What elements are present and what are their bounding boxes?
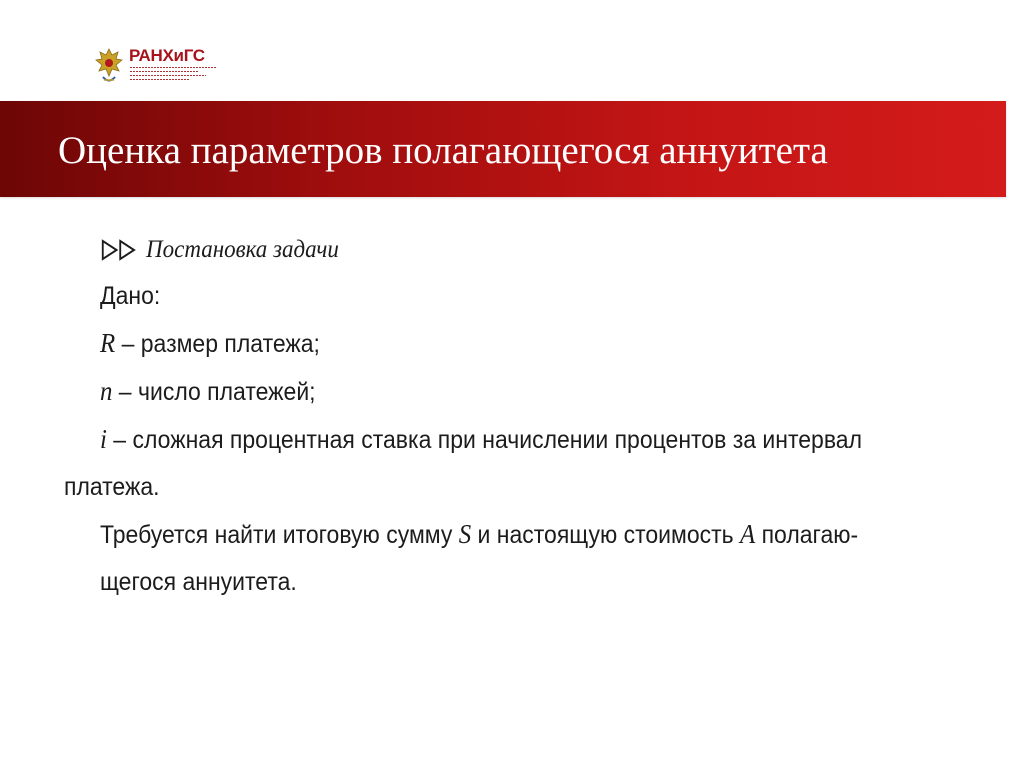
requirement-continuation: щегося аннуитета. — [100, 568, 297, 596]
logo-name: РАНХиГС — [129, 46, 205, 65]
var-n: n — [100, 376, 113, 406]
logo-subtitle-lines — [130, 67, 216, 83]
item-n — [100, 368, 910, 416]
requirement-line — [100, 511, 910, 559]
title-band — [0, 101, 1006, 197]
slide-content — [64, 226, 980, 606]
item-i-continuation: платежа. — [64, 473, 160, 501]
item-R — [100, 320, 910, 368]
ranepa-logo — [94, 44, 224, 90]
requirement-text-1: Требуется найти итоговую сумму — [100, 521, 459, 549]
given-label: Дано: — [100, 282, 161, 310]
double-triangle-bullet-icon — [100, 238, 140, 262]
var-i: i — [100, 424, 107, 454]
var-S: S — [458, 519, 472, 549]
slide-title: Оценка параметров полагающегося аннуитета — [58, 129, 828, 172]
item-i-text: – сложная процентная ставка при начислении процентов за интервал — [106, 426, 863, 454]
task-heading: Постановка задачи — [146, 236, 339, 263]
item-i — [100, 416, 910, 464]
eagle-emblem-icon — [94, 46, 124, 86]
requirement-text-3: полагаю- — [755, 521, 859, 549]
requirement-text-2: и настоящую стоимость — [471, 521, 741, 549]
item-n-text: – число платежей; — [112, 378, 316, 406]
var-R: R — [100, 328, 116, 358]
item-R-text: – размер платежа; — [115, 330, 320, 358]
var-A: A — [740, 519, 756, 549]
task-heading-line — [100, 226, 910, 273]
